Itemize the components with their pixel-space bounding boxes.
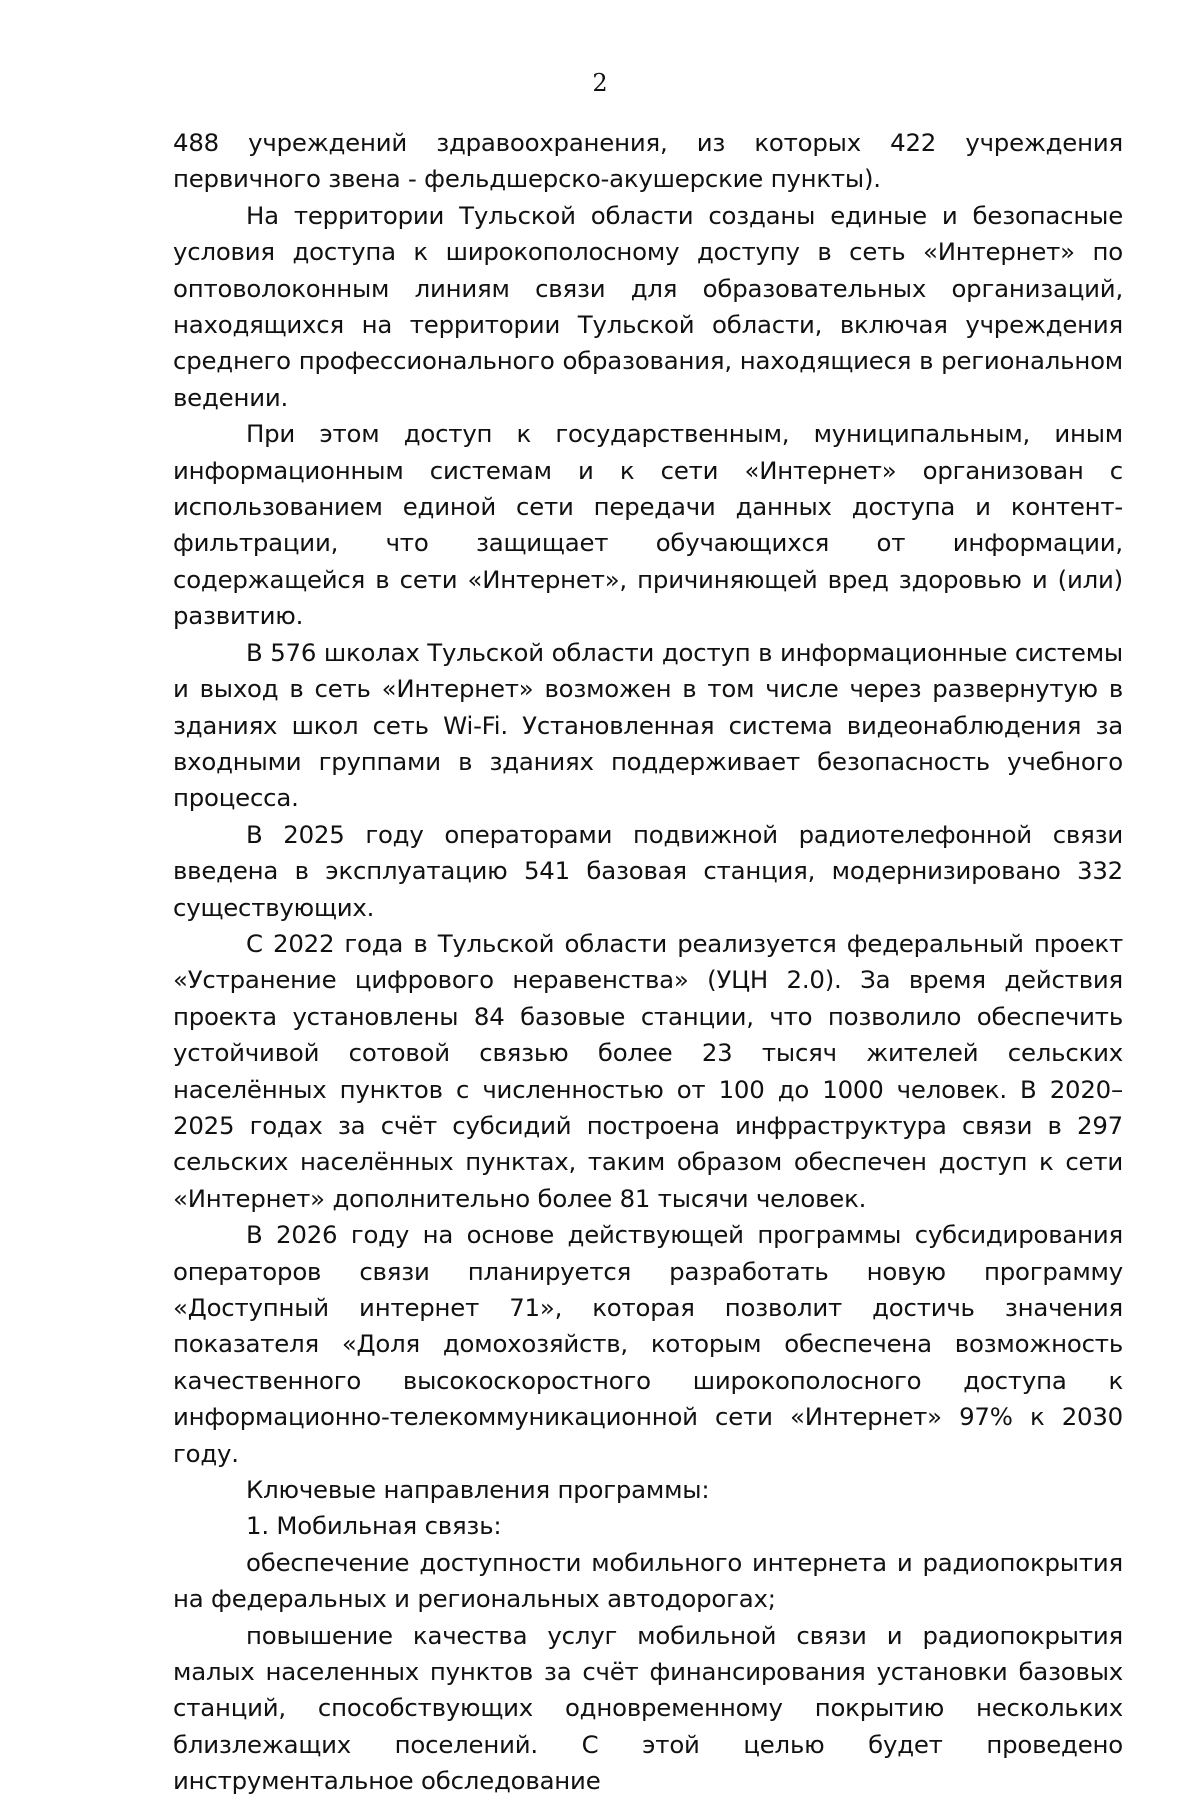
paragraph-mobile-heading: 1. Мобильная связь:	[246, 1511, 502, 1541]
paragraph-base-stations-2025: В 2025 году операторами подвижной радиотелефонной связи введена в эксплуатацию 541 базовая станция, модернизировано 332 существующих.	[173, 819, 1123, 922]
paragraph-program-2026: В 2026 году на основе действующей программы субсидирования операторов связи планируется разработать новую программу «Доступный интернет 71», которая позволит достичь значения показателя «Доля домохозяйств, которым обеспечена возможность качественного высокоскоростного широкополосного доступа к информационно-телекоммуникационной сети «Интернет» 97% к 2030 году.	[173, 1220, 1123, 1468]
paragraph-schools-wifi: В 576 школах Тульской области доступ в информационные системы и выход в сеть «Интернет» возможен в том числе через развернутую в зданиях школ сеть Wi-Fi. Установленная система видеонаблюдения за входными группами в зданиях поддерживает безопасность учебного процесса.	[173, 637, 1123, 813]
paragraph-key-directions: Ключевые направления программы:	[246, 1475, 710, 1505]
paragraph-mobile-quality: повышение качества услуг мобильной связи и радиопокрытия малых населенных пунктов за счёт финансирования установки базовых станций, способствующих одновременному покрытию нескольких близлежащих поселений. С этой целью будет проведено инструментальное обследование	[173, 1620, 1123, 1796]
paragraph-ucn-project: С 2022 года в Тульской области реализуется федеральный проект «Устранение цифрового неравенства» (УЦН 2.0). За время действия проекта установлены 84 базовые станции, что позволило обеспечить устойчивой сотовой связью более 23 тысяч жителей сельских населённых пунктов с численностью от 100 до 1000 человек. В 2020–2025 годах за счёт субсидий построена инфраструктура связи в 297 сельских населённых пунктах, таким образом обеспечен доступ к сети «Интернет» дополнительно более 81 тысячи человек.	[173, 928, 1123, 1213]
paragraph-continued: 488 учреждений здравоохранения, из которых 422 учреждения первичного звена - фельдшерско-акушерские пункты).	[173, 128, 1123, 194]
paragraph-internet-access: На территории Тульской области созданы единые и безопасные условия доступа к широкополосному доступу в сеть «Интернет» по оптоволоконным линиям связи для образовательных организаций, находящихся на территории Тульской области, включая учреждения среднего профессионального образования, находящиеся в региональном ведении.	[173, 200, 1123, 412]
page-number: 2	[592, 69, 608, 97]
paragraph-mobile-highways: обеспечение доступности мобильного интернета и радиопокрытия на федеральных и региональных автодорогах;	[173, 1547, 1123, 1614]
document-body	[173, 125, 1123, 1800]
paragraph-content-filtering: При этом доступ к государственным, муниципальным, иным информационным системам и к сети «Интернет» организован с использованием единой сети передачи данных доступа и контент-фильтрации, что защищает обучающихся от информации, содержащейся в сети «Интернет», причиняющей вред здоровью и (или) развитию.	[173, 419, 1123, 631]
